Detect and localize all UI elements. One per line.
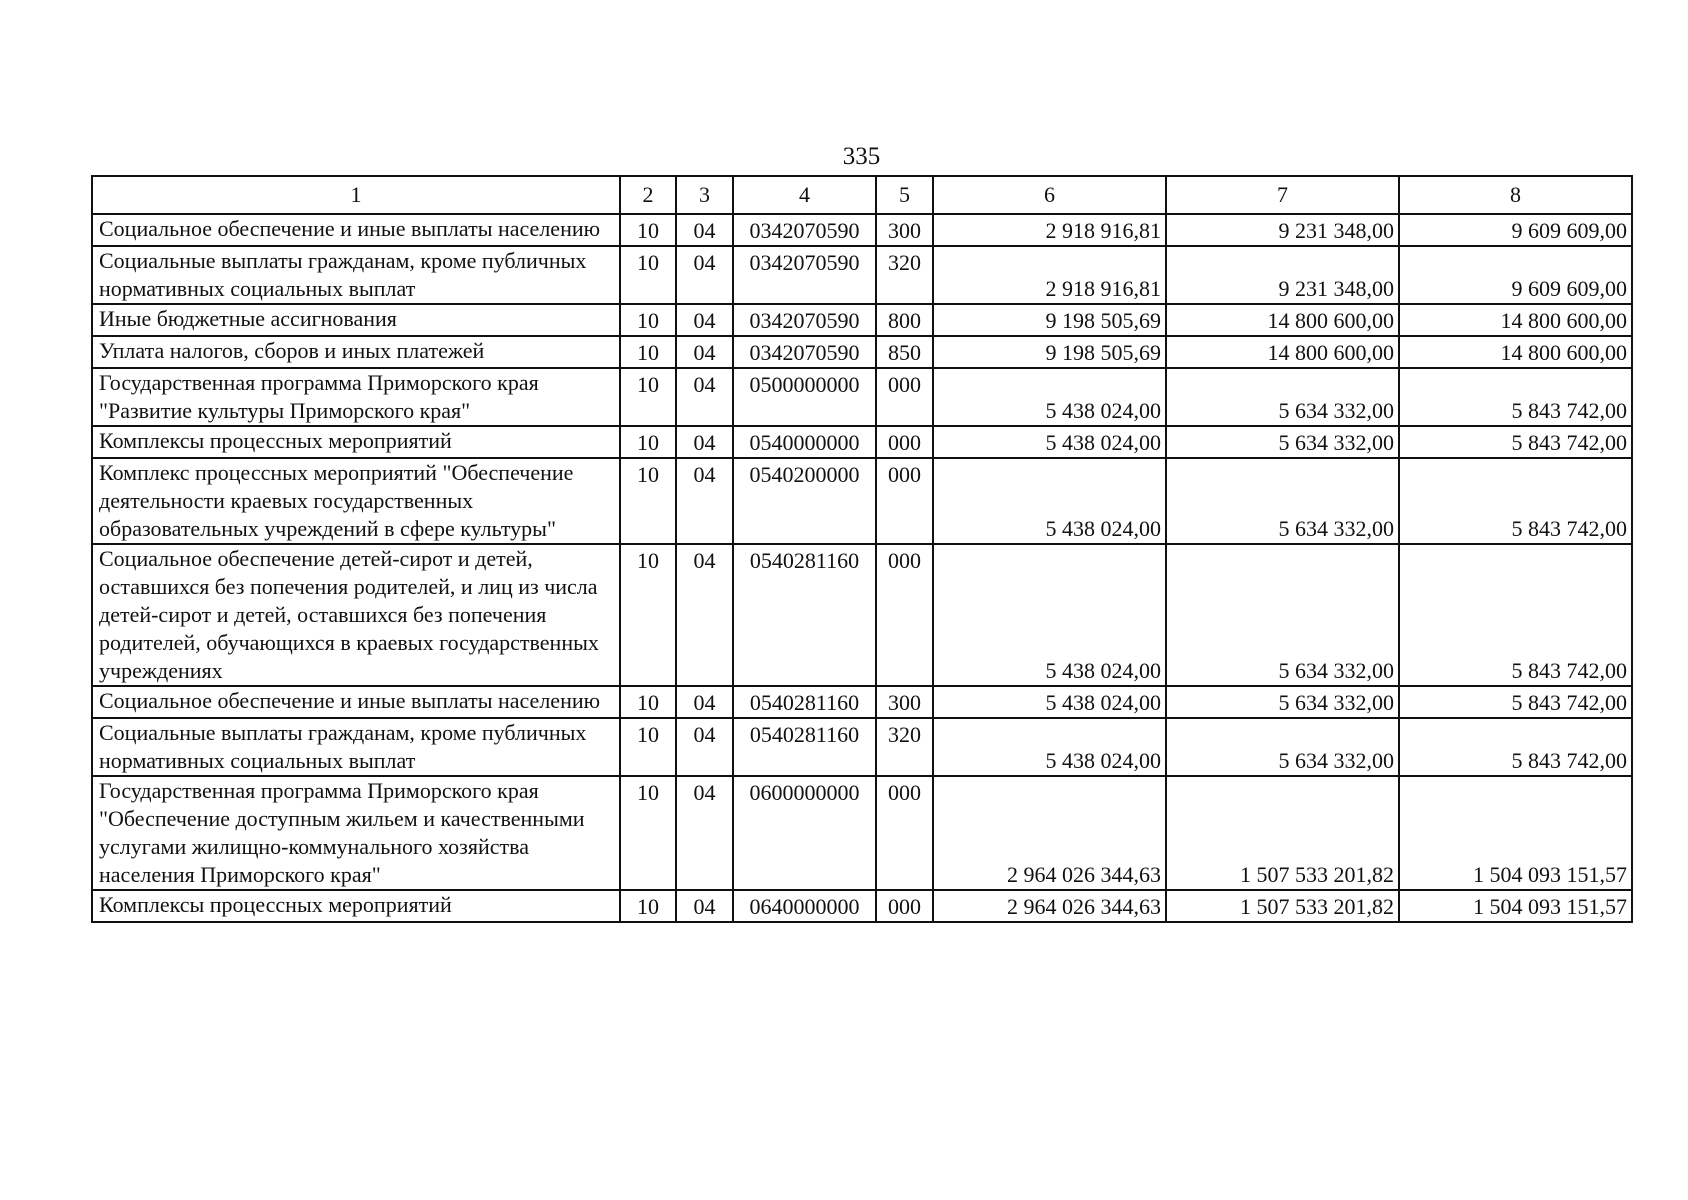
amount-col-7: 5 634 332,00 bbox=[1166, 458, 1399, 544]
amount-col-8: 5 843 742,00 bbox=[1399, 686, 1632, 718]
table-row bbox=[92, 368, 1632, 426]
item-name: Государственная программа Приморского края "Обеспечение доступным жильем и качественными услугами жилищно-коммунального хозяйства населения Приморского края" bbox=[92, 776, 620, 890]
target-article-code: 0540281160 bbox=[733, 544, 876, 686]
expense-type-code: 000 bbox=[876, 426, 933, 458]
subsection-code: 04 bbox=[676, 890, 733, 922]
item-name: Комплекс процессных мероприятий "Обеспечение деятельности краевых государственных образовательных учреждений в сфере культуры" bbox=[92, 458, 620, 544]
amount-col-8: 5 843 742,00 bbox=[1399, 544, 1632, 686]
amount-col-6: 9 198 505,69 bbox=[933, 304, 1166, 336]
amount-col-8: 5 843 742,00 bbox=[1399, 368, 1632, 426]
amount-col-6: 9 198 505,69 bbox=[933, 336, 1166, 368]
section-code: 10 bbox=[620, 368, 676, 426]
amount-col-8: 1 504 093 151,57 bbox=[1399, 890, 1632, 922]
expense-type-code: 850 bbox=[876, 336, 933, 368]
header-row bbox=[92, 176, 1632, 214]
subsection-code: 04 bbox=[676, 544, 733, 686]
target-article-code: 0540281160 bbox=[733, 718, 876, 776]
amount-col-7: 5 634 332,00 bbox=[1166, 544, 1399, 686]
section-code: 10 bbox=[620, 426, 676, 458]
subsection-code: 04 bbox=[676, 718, 733, 776]
expense-type-code: 000 bbox=[876, 776, 933, 890]
amount-col-8: 14 800 600,00 bbox=[1399, 336, 1632, 368]
amount-col-7: 9 231 348,00 bbox=[1166, 214, 1399, 246]
table-row bbox=[92, 776, 1632, 890]
section-code: 10 bbox=[620, 304, 676, 336]
column-header: 1 bbox=[92, 176, 620, 214]
amount-col-6: 5 438 024,00 bbox=[933, 686, 1166, 718]
target-article-code: 0342070590 bbox=[733, 304, 876, 336]
column-header: 4 bbox=[733, 176, 876, 214]
expense-type-code: 000 bbox=[876, 458, 933, 544]
expense-type-code: 320 bbox=[876, 246, 933, 304]
amount-col-7: 5 634 332,00 bbox=[1166, 718, 1399, 776]
expense-type-code: 000 bbox=[876, 890, 933, 922]
amount-col-7: 1 507 533 201,82 bbox=[1166, 890, 1399, 922]
table-row bbox=[92, 686, 1632, 718]
target-article-code: 0500000000 bbox=[733, 368, 876, 426]
item-name: Комплексы процессных мероприятий bbox=[92, 426, 620, 458]
amount-col-6: 2 964 026 344,63 bbox=[933, 776, 1166, 890]
section-code: 10 bbox=[620, 890, 676, 922]
subsection-code: 04 bbox=[676, 336, 733, 368]
column-header: 7 bbox=[1166, 176, 1399, 214]
page-number: 335 bbox=[842, 143, 881, 170]
amount-col-8: 9 609 609,00 bbox=[1399, 246, 1632, 304]
column-header: 3 bbox=[676, 176, 733, 214]
subsection-code: 04 bbox=[676, 246, 733, 304]
target-article-code: 0540000000 bbox=[733, 426, 876, 458]
table-row bbox=[92, 304, 1632, 336]
section-code: 10 bbox=[620, 458, 676, 544]
expense-type-code: 000 bbox=[876, 544, 933, 686]
section-code: 10 bbox=[620, 776, 676, 890]
target-article-code: 0342070590 bbox=[733, 214, 876, 246]
subsection-code: 04 bbox=[676, 776, 733, 890]
column-header: 2 bbox=[620, 176, 676, 214]
section-code: 10 bbox=[620, 718, 676, 776]
table-row bbox=[92, 214, 1632, 246]
table-row bbox=[92, 246, 1632, 304]
expense-type-code: 300 bbox=[876, 686, 933, 718]
subsection-code: 04 bbox=[676, 458, 733, 544]
amount-col-6: 5 438 024,00 bbox=[933, 718, 1166, 776]
budget-table bbox=[91, 175, 1633, 923]
amount-col-7: 5 634 332,00 bbox=[1166, 368, 1399, 426]
item-name: Социальные выплаты гражданам, кроме публичных нормативных социальных выплат bbox=[92, 246, 620, 304]
amount-col-6: 5 438 024,00 bbox=[933, 458, 1166, 544]
target-article-code: 0342070590 bbox=[733, 246, 876, 304]
amount-col-8: 1 504 093 151,57 bbox=[1399, 776, 1632, 890]
amount-col-8: 5 843 742,00 bbox=[1399, 718, 1632, 776]
amount-col-7: 5 634 332,00 bbox=[1166, 426, 1399, 458]
target-article-code: 0640000000 bbox=[733, 890, 876, 922]
table-row bbox=[92, 458, 1632, 544]
target-article-code: 0540200000 bbox=[733, 458, 876, 544]
expense-type-code: 320 bbox=[876, 718, 933, 776]
table-row bbox=[92, 544, 1632, 686]
target-article-code: 0342070590 bbox=[733, 336, 876, 368]
table-row bbox=[92, 426, 1632, 458]
amount-col-8: 14 800 600,00 bbox=[1399, 304, 1632, 336]
amount-col-7: 14 800 600,00 bbox=[1166, 336, 1399, 368]
expense-type-code: 300 bbox=[876, 214, 933, 246]
subsection-code: 04 bbox=[676, 368, 733, 426]
item-name: Комплексы процессных мероприятий bbox=[92, 890, 620, 922]
subsection-code: 04 bbox=[676, 426, 733, 458]
table-row bbox=[92, 336, 1632, 368]
section-code: 10 bbox=[620, 246, 676, 304]
item-name: Государственная программа Приморского края "Развитие культуры Приморского края" bbox=[92, 368, 620, 426]
column-header: 5 bbox=[876, 176, 933, 214]
subsection-code: 04 bbox=[676, 304, 733, 336]
amount-col-6: 2 964 026 344,63 bbox=[933, 890, 1166, 922]
item-name: Социальное обеспечение детей-сирот и детей, оставшихся без попечения родителей, и лиц из числа детей-сирот и детей, оставшихся без попечения родителей, обучающихся в краевых государственных учреждениях bbox=[92, 544, 620, 686]
amount-col-8: 9 609 609,00 bbox=[1399, 214, 1632, 246]
item-name: Социальное обеспечение и иные выплаты населению bbox=[92, 686, 620, 718]
expense-type-code: 000 bbox=[876, 368, 933, 426]
item-name: Социальные выплаты гражданам, кроме публичных нормативных социальных выплат bbox=[92, 718, 620, 776]
amount-col-8: 5 843 742,00 bbox=[1399, 426, 1632, 458]
column-header: 8 bbox=[1399, 176, 1632, 214]
subsection-code: 04 bbox=[676, 686, 733, 718]
amount-col-7: 1 507 533 201,82 bbox=[1166, 776, 1399, 890]
amount-col-7: 9 231 348,00 bbox=[1166, 246, 1399, 304]
amount-col-6: 2 918 916,81 bbox=[933, 214, 1166, 246]
amount-col-6: 2 918 916,81 bbox=[933, 246, 1166, 304]
item-name: Иные бюджетные ассигнования bbox=[92, 304, 620, 336]
amount-col-6: 5 438 024,00 bbox=[933, 426, 1166, 458]
table-row bbox=[92, 890, 1632, 922]
amount-col-6: 5 438 024,00 bbox=[933, 544, 1166, 686]
amount-col-8: 5 843 742,00 bbox=[1399, 458, 1632, 544]
item-name: Уплата налогов, сборов и иных платежей bbox=[92, 336, 620, 368]
section-code: 10 bbox=[620, 686, 676, 718]
amount-col-7: 5 634 332,00 bbox=[1166, 686, 1399, 718]
expense-type-code: 800 bbox=[876, 304, 933, 336]
target-article-code: 0540281160 bbox=[733, 686, 876, 718]
target-article-code: 0600000000 bbox=[733, 776, 876, 890]
amount-col-6: 5 438 024,00 bbox=[933, 368, 1166, 426]
table-row bbox=[92, 718, 1632, 776]
section-code: 10 bbox=[620, 544, 676, 686]
section-code: 10 bbox=[620, 336, 676, 368]
section-code: 10 bbox=[620, 214, 676, 246]
subsection-code: 04 bbox=[676, 214, 733, 246]
column-header: 6 bbox=[933, 176, 1166, 214]
amount-col-7: 14 800 600,00 bbox=[1166, 304, 1399, 336]
item-name: Социальное обеспечение и иные выплаты населению bbox=[92, 214, 620, 246]
